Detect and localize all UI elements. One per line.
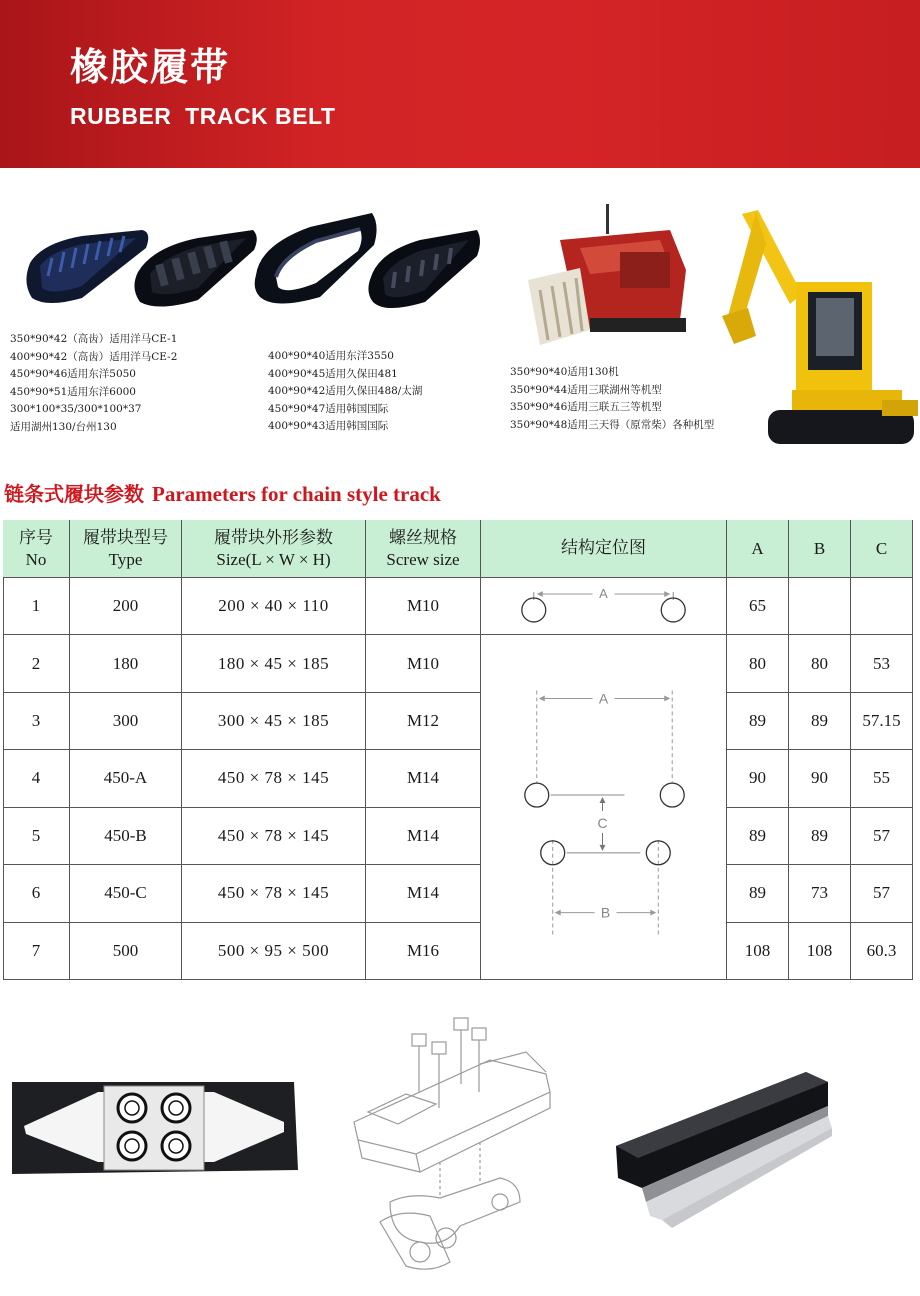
table-cell-no: 5 [3, 808, 70, 865]
track-pad-top-view [8, 1078, 300, 1178]
caption-line: 400*90*43适用韩国国际 [268, 420, 389, 433]
caption-line: 350*90*42（高齿）适用洋马CE-1 [10, 333, 178, 345]
section-title-en: Parameters for chain style track [152, 482, 441, 506]
caption-group-1 [10, 331, 177, 437]
table-cell-no: 2 [3, 635, 70, 692]
caption-line: 350*90*48适用三天得（原常柴）各种机型 [510, 418, 715, 431]
caption-line: 350*90*46适用三联五三等机型 [510, 401, 662, 414]
diagram-single-row [481, 578, 727, 635]
section-title-cn: 链条式履块参数 [4, 482, 144, 506]
table-cell-size: 300 × 45 × 185 [182, 693, 366, 750]
table-cell-size: 450 × 78 × 145 [182, 750, 366, 807]
header-screw: 螺丝规格 Screw size [366, 520, 481, 578]
table-cell-b: 89 [789, 808, 851, 865]
header-type: 履带块型号 Type [70, 520, 182, 578]
table-cell-b: 89 [789, 693, 851, 750]
table-cell-type: 200 [70, 578, 182, 635]
table-cell-a: 65 [727, 578, 789, 635]
table-cell-screw: M14 [366, 865, 481, 922]
table-cell-c: 60.3 [851, 923, 913, 980]
dimension-c-label: C [597, 814, 608, 831]
caption-group-3 [510, 364, 714, 434]
diagram-double-row [481, 635, 727, 980]
track-pad-assembly-drawing [350, 1012, 560, 1278]
caption-line: 350*90*40适用130机 [510, 366, 619, 378]
table-cell-b: 108 [789, 923, 851, 980]
table-cell-type: 450-A [70, 750, 182, 807]
hole-spacing-diagram-1 [481, 578, 726, 635]
caption-line: 400*90*45适用久保田481 [268, 367, 398, 380]
caption-line: 450*90*47适用韩国国际 [268, 402, 389, 415]
section-title [4, 478, 441, 507]
track-pad-photo [606, 1062, 836, 1232]
header-banner [0, 0, 920, 168]
table-cell-a: 89 [727, 808, 789, 865]
table-cell-size: 200 × 40 × 110 [182, 578, 366, 635]
caption-line: 适用湖州130/台州130 [10, 420, 117, 433]
table-cell-a: 80 [727, 635, 789, 692]
table-cell-screw: M14 [366, 808, 481, 865]
header-b: B [789, 520, 851, 578]
header-size: 履带块外形参数 Size(L × W × H) [182, 520, 366, 578]
table-cell-no: 1 [3, 578, 70, 635]
table-cell-c: 55 [851, 750, 913, 807]
table-cell-no: 7 [3, 923, 70, 980]
table-cell-type: 180 [70, 635, 182, 692]
dimension-b-label: B [600, 904, 611, 921]
caption-line: 400*90*40适用东洋3550 [268, 350, 394, 362]
table-cell-no: 4 [3, 750, 70, 807]
table-cell-b: 90 [789, 750, 851, 807]
header-diagram: 结构定位图 [481, 520, 727, 578]
hole-spacing-diagram-2 [481, 635, 726, 980]
table-cell-size: 180 × 45 × 185 [182, 635, 366, 692]
page-title-en: RUBBER TRACK BELT [70, 103, 336, 129]
table-cell-c: 57 [851, 808, 913, 865]
caption-line: 350*90*44适用三联湖州等机型 [510, 383, 662, 396]
harvester-photo [520, 200, 690, 355]
table-cell-size: 450 × 78 × 145 [182, 865, 366, 922]
table-cell-a: 108 [727, 923, 789, 980]
table-cell-a: 90 [727, 750, 789, 807]
header-no: 序号 No [3, 520, 70, 578]
caption-line: 400*90*42适用久保田488/太湖 [268, 385, 423, 398]
table-cell-screw: M16 [366, 923, 481, 980]
caption-line: 400*90*42（高齿）适用洋马CE-2 [10, 350, 178, 363]
header-c: C [851, 520, 913, 578]
table-cell-no: 6 [3, 865, 70, 922]
caption-line: 300*100*35/300*100*37 [10, 403, 142, 416]
page-title-cn: 橡胶履带 [70, 45, 231, 89]
table-cell-screw: M10 [366, 635, 481, 692]
rubber-track-photo-2 [128, 222, 260, 317]
caption-group-2 [268, 348, 422, 436]
table-cell-type: 450-C [70, 865, 182, 922]
table-cell-size: 500 × 95 × 500 [182, 923, 366, 980]
table-cell-type: 300 [70, 693, 182, 750]
dimension-a-label: A [599, 585, 608, 601]
caption-line: 450*90*51适用东洋6000 [10, 385, 136, 398]
rubber-track-photo-4 [365, 222, 483, 317]
table-cell-screw: M14 [366, 750, 481, 807]
table-cell-screw: M12 [366, 693, 481, 750]
table-cell-c: 57 [851, 865, 913, 922]
table-cell-c: 57.15 [851, 693, 913, 750]
table-cell-screw: M10 [366, 578, 481, 635]
table-cell-type: 450-B [70, 808, 182, 865]
table-cell-no: 3 [3, 693, 70, 750]
table-cell-b: 73 [789, 865, 851, 922]
table-cell-a: 89 [727, 693, 789, 750]
dimension-a-label: A [598, 689, 609, 706]
table-cell-c [851, 578, 913, 635]
header-a: A [727, 520, 789, 578]
excavator-photo [722, 204, 918, 450]
caption-line: 450*90*46适用东洋5050 [10, 368, 136, 381]
table-cell-b [789, 578, 851, 635]
table-cell-size: 450 × 78 × 145 [182, 808, 366, 865]
parameter-table [3, 520, 913, 980]
table-cell-a: 89 [727, 865, 789, 922]
table-cell-b: 80 [789, 635, 851, 692]
table-cell-c: 53 [851, 635, 913, 692]
rubber-track-photo-3 [250, 205, 382, 315]
table-cell-type: 500 [70, 923, 182, 980]
